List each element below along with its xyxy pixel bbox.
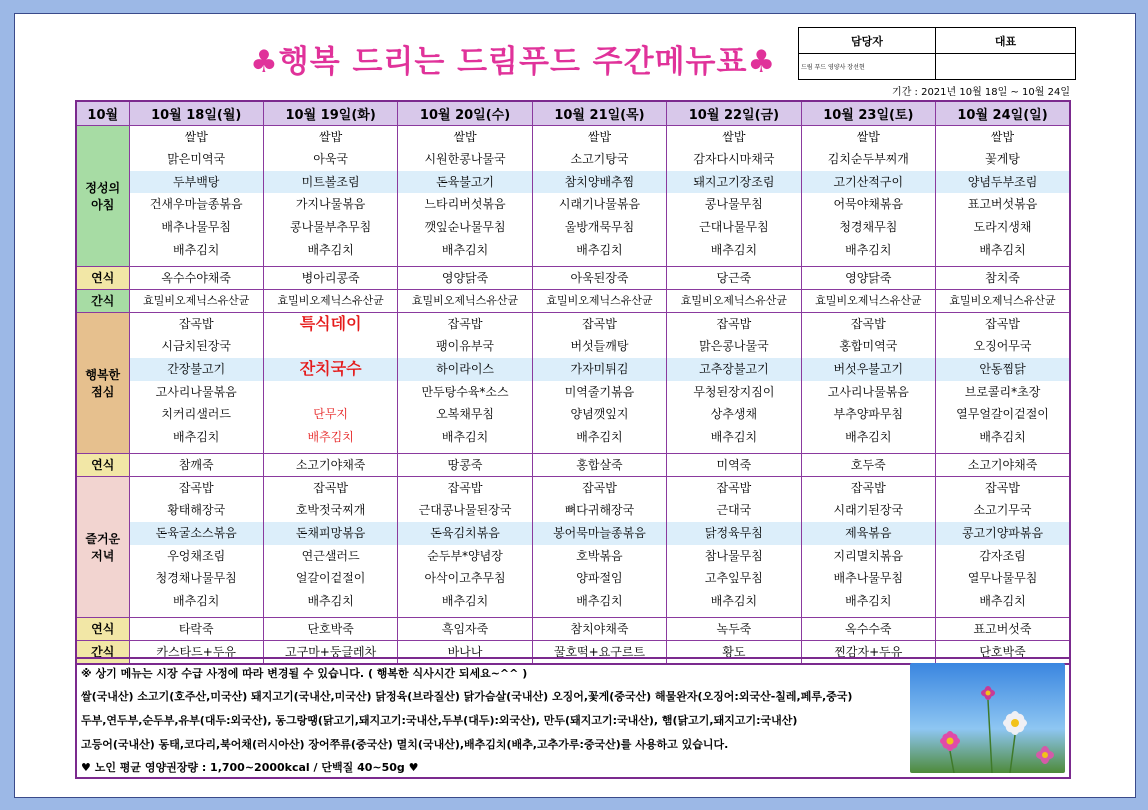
yeonsik-eve-cell: 참치야채죽 xyxy=(532,618,666,641)
menu-item: 연근샐러드 xyxy=(301,548,360,563)
menu-item: 배추김치 xyxy=(979,593,1026,608)
breakfast-row xyxy=(76,125,1070,266)
menu-item: 잡곡밥 xyxy=(447,316,483,331)
menu-item: 배추김치 xyxy=(979,242,1026,257)
dinner-day-cell xyxy=(667,476,801,617)
menu-item: 돼지고기장조림 xyxy=(667,171,800,194)
menu-item: 표고버섯볶음 xyxy=(967,197,1038,212)
gansik-eve-cell: 단호박죽 xyxy=(936,641,1070,665)
page-title: ♣행복 드리는 드림푸드 주간메뉴표♣ xyxy=(250,44,777,80)
header-row xyxy=(76,101,1070,125)
menu-item: 잡곡밥 xyxy=(582,316,617,331)
menu-item: 열무나물무침 xyxy=(967,571,1038,586)
menu-item: 쌀밥 xyxy=(453,129,477,144)
menu-item: 배추김치 xyxy=(307,429,354,444)
menu-item: 잡곡밥 xyxy=(178,480,214,495)
header-day-2: 10월 19일(화) xyxy=(263,101,397,125)
gansik-am-cell: 효밀비오제닉스유산균 xyxy=(936,289,1070,312)
menu-item: 참치양배추찜 xyxy=(533,171,666,194)
menu-item: 치커리샐러드 xyxy=(161,407,231,422)
menu-item: 배추나물무침 xyxy=(161,219,231,234)
menu-item: 오복채무침 xyxy=(436,407,495,422)
menu-item: 간장불고기 xyxy=(130,358,263,381)
menu-item: 양념깻잎지 xyxy=(570,407,629,422)
header-month: 10월 xyxy=(76,101,129,125)
approval-value-ceo xyxy=(936,54,1076,80)
notice-text: ※ 상기 메뉴는 시장 수급 사정에 따라 변경될 수 있습니다. ( 행복한 식사시간 되세요~^^ ) xyxy=(81,667,528,680)
menu-item: 감자조림 xyxy=(979,548,1026,563)
yeonsik-pm-cell: 미역죽 xyxy=(667,453,801,476)
approval-header-manager: 담당자 xyxy=(799,28,936,54)
menu-item: 배추김치 xyxy=(710,242,758,257)
menu-item: 배추김치 xyxy=(979,429,1026,444)
menu-item: 양파절임 xyxy=(576,571,623,586)
menu-item: 닭정육무침 xyxy=(667,522,800,545)
gansik-eve-cell: 찐감자+두유 xyxy=(801,641,935,665)
menu-item: 참나물무침 xyxy=(704,548,763,563)
yeonsik-am-cell: 병아리콩죽 xyxy=(263,266,397,289)
menu-item: 고추잎무침 xyxy=(704,571,763,586)
yeonsik-am-cell: 영양닭죽 xyxy=(801,266,935,289)
yeonsik-eve-cell: 옥수수죽 xyxy=(801,618,935,641)
menu-item: 소고기무국 xyxy=(973,503,1032,518)
breakfast-day-cell xyxy=(801,125,935,266)
menu-item: 돈채피망볶음 xyxy=(264,522,397,545)
menu-item: 상추생채 xyxy=(710,407,758,422)
gansik-am-label: 간식 xyxy=(76,289,129,312)
menu-item: 잡곡밥 xyxy=(850,316,886,331)
menu-item: 어묵야채볶음 xyxy=(833,197,904,212)
menu-item: 근대국 xyxy=(716,503,752,518)
menu-item: 배추김치 xyxy=(173,593,220,608)
menu-item: 잡곡밥 xyxy=(850,480,886,495)
gansik-eve-cell: 바나나 xyxy=(398,641,532,665)
yeonsik-am-cell: 옥수수야채죽 xyxy=(129,266,263,289)
lunch-row xyxy=(76,312,1070,453)
menu-item: 배추김치 xyxy=(845,593,892,608)
menu-item: 잡곡밥 xyxy=(178,316,214,331)
menu-item: 잡곡밥 xyxy=(716,316,752,331)
menu-item: 황태해장국 xyxy=(167,503,226,518)
menu-item: 배추김치 xyxy=(307,593,354,608)
menu-item: 브로콜리*초장 xyxy=(964,384,1041,399)
dinner-day-cell xyxy=(263,476,397,617)
menu-item: 배추김치 xyxy=(441,242,489,257)
yeonsik-am-cell: 아욱된장죽 xyxy=(532,266,666,289)
menu-item: 배추김치 xyxy=(710,429,758,444)
menu-item: 쌀밥 xyxy=(319,129,343,144)
menu-item: 잡곡밥 xyxy=(985,316,1020,331)
menu-item: 배추김치 xyxy=(845,429,892,444)
dinner-row xyxy=(76,476,1070,617)
period-text: 기간 : 2021년 10월 18일 ~ 10월 24일 xyxy=(892,87,1070,98)
menu-item: 콩나물무침 xyxy=(704,197,763,212)
menu-item: 배추김치 xyxy=(173,429,220,444)
menu-item: 우엉채조림 xyxy=(167,548,226,563)
menu-item: 가지나물볶음 xyxy=(295,197,366,212)
footer-notes xyxy=(75,657,1071,779)
gansik-am-cell: 효밀비오제닉스유산균 xyxy=(801,289,935,312)
gansik-am-cell: 효밀비오제닉스유산균 xyxy=(532,289,666,312)
yeonsik-pm-cell: 땅콩죽 xyxy=(398,453,532,476)
menu-item: 두부백탕 xyxy=(130,171,263,194)
menu-item: 홍합미역국 xyxy=(839,339,898,354)
menu-item: 부추양파무침 xyxy=(833,407,904,422)
yeonsik-eve-cell: 단호박죽 xyxy=(263,618,397,641)
menu-item: 지리멸치볶음 xyxy=(833,548,904,563)
gansik-eve-cell: 황도 xyxy=(667,641,801,665)
menu-item: 뼈다귀해장국 xyxy=(564,503,635,518)
menu-item: 버섯들깨탕 xyxy=(570,339,629,354)
menu-item: 배추나물무침 xyxy=(833,571,904,586)
yeonsik-eve-cell: 표고버섯죽 xyxy=(936,618,1070,641)
menu-item: 배추김치 xyxy=(441,429,489,444)
menu-item xyxy=(264,381,397,404)
lunch-day-cell xyxy=(263,312,397,453)
yeonsik-am-label: 연식 xyxy=(76,266,129,289)
menu-item: 잡곡밥 xyxy=(716,480,752,495)
breakfast-day-cell xyxy=(667,125,801,266)
yeonsik-am-cell: 영양닭죽 xyxy=(398,266,532,289)
menu-item: 잡곡밥 xyxy=(582,480,617,495)
yeonsik-pm-cell: 홍합살죽 xyxy=(532,453,666,476)
menu-item: 배추김치 xyxy=(441,593,489,608)
menu-item: 고기산적구이 xyxy=(802,171,935,194)
menu-item: 순두부*양념장 xyxy=(427,548,503,563)
yeonsik-pm-cell: 소고기야채죽 xyxy=(263,453,397,476)
menu-item: 배추김치 xyxy=(845,242,892,257)
menu-item: 잡곡밥 xyxy=(447,480,483,495)
menu-item: 돈육불고기 xyxy=(398,171,531,194)
yeonsik-am-row xyxy=(76,266,1070,289)
menu-item: 미역줄기볶음 xyxy=(564,384,635,399)
nutrition-text: ♥ 노인 평균 영양권장량 : 1,700~2000kcal / 단백질 40~50g ♥ xyxy=(81,761,419,774)
header-day-4: 10월 21일(목) xyxy=(532,101,666,125)
lunch-day-cell xyxy=(801,312,935,453)
lunch-day-cell xyxy=(936,312,1070,453)
gansik-am-row xyxy=(76,289,1070,312)
cosmos-flower-image xyxy=(910,663,1065,773)
menu-item: 가자미튀김 xyxy=(533,358,666,381)
lunch-day-cell xyxy=(532,312,666,453)
yeonsik-pm-cell: 참깨죽 xyxy=(129,453,263,476)
origin-line-3: 고등어(국내산) 동태,코다리,북어채(러시아산) 장어쭈류(중국산) 멸치(국내산),배추김치(배추,고추가루:중국산)를 사용하고 있습니다. xyxy=(81,738,729,751)
lunch-day-cell xyxy=(667,312,801,453)
menu-item: 김치순두부찌개 xyxy=(827,152,909,167)
menu-item: 콩고기양파볶음 xyxy=(936,522,1069,545)
menu-item: 고사리나물볶음 xyxy=(827,384,909,399)
gansik-am-cell: 효밀비오제닉스유산균 xyxy=(263,289,397,312)
approval-value-manager: 드림 푸드 영양사 장선현 xyxy=(799,54,936,80)
breakfast-day-cell xyxy=(936,125,1070,266)
approval-header-ceo: 대표 xyxy=(936,28,1076,54)
breakfast-label: 정성의 아침 xyxy=(76,125,129,266)
menu-item: 잔치국수 xyxy=(264,358,397,381)
yeonsik-eve-label: 연식 xyxy=(76,618,129,641)
yeonsik-eve-cell: 흑임자죽 xyxy=(398,618,532,641)
menu-item: 호박볶음 xyxy=(576,548,623,563)
menu-item: 하이라이스 xyxy=(398,358,531,381)
menu-item: 오징어무국 xyxy=(973,339,1032,354)
breakfast-day-cell xyxy=(398,125,532,266)
menu-item: 특식데이 xyxy=(299,313,362,333)
breakfast-day-cell xyxy=(263,125,397,266)
dinner-day-cell xyxy=(129,476,263,617)
menu-item: 팽이유부국 xyxy=(436,339,495,354)
approval-box xyxy=(798,27,1076,80)
yeonsik-eve-row xyxy=(76,618,1070,641)
menu-item: 배추김치 xyxy=(710,593,758,608)
menu-item: 감자다시마채국 xyxy=(693,152,775,167)
gansik-eve-cell: 카스타드+두유 xyxy=(129,641,263,665)
menu-item: 배추김치 xyxy=(576,242,623,257)
menu-item: 아욱국 xyxy=(313,152,349,167)
menu-item: 배추김치 xyxy=(307,242,354,257)
yeonsik-pm-row xyxy=(76,453,1070,476)
menu-item: 시래기나물볶음 xyxy=(558,197,641,212)
menu-item: 봉어묵마늘종볶음 xyxy=(533,522,666,545)
menu-item: 시래기된장국 xyxy=(833,503,904,518)
gansik-eve-cell: 고구마+둥글레차 xyxy=(263,641,397,665)
menu-item: 근대나물무침 xyxy=(699,219,769,234)
menu-item: 맑은미역국 xyxy=(167,152,226,167)
menu-item: 도라지생채 xyxy=(973,219,1032,234)
dinner-day-cell xyxy=(936,476,1070,617)
menu-item: 양념두부조림 xyxy=(936,171,1069,194)
menu-item: 청경채무침 xyxy=(839,219,898,234)
menu-item: 고추장불고기 xyxy=(667,358,800,381)
gansik-eve-label: 간식 xyxy=(76,641,129,665)
origin-line-1: 쌀(국내산) 소고기(호주산,미국산) 돼지고기(국내산,미국산) 닭정육(브라질산) 닭가슴살(국내산) 오징어,꽃게(중국산) 해물완자(오징어:외국산-칠레,페루,중국) xyxy=(81,690,853,703)
lunch-label: 행복한 점심 xyxy=(76,312,129,453)
breakfast-day-cell xyxy=(532,125,666,266)
menu-item: 느타리버섯볶음 xyxy=(424,197,506,212)
yeonsik-pm-label: 연식 xyxy=(76,453,129,476)
menu-item: 쌀밥 xyxy=(856,129,880,144)
menu-item: 버섯우불고기 xyxy=(802,358,935,381)
lunch-day-cell xyxy=(398,312,532,453)
header-day-6: 10월 23일(토) xyxy=(801,101,935,125)
origin-line-2: 두부,연두부,순두부,유부(대두:외국산), 동그랑땡(닭고기,돼지고기:국내산,두부(대두):외국산), 만두(돼지고기:국내산), 햄(닭고기,돼지고기:국내산) xyxy=(81,714,798,727)
yeonsik-eve-cell: 녹두죽 xyxy=(667,618,801,641)
gansik-am-cell: 효밀비오제닉스유산균 xyxy=(129,289,263,312)
yeonsik-eve-cell: 타락죽 xyxy=(129,618,263,641)
menu-item: 돈육굴소스볶음 xyxy=(130,522,263,545)
menu-item: 울방개묵무침 xyxy=(564,219,635,234)
header-day-5: 10월 22일(금) xyxy=(667,101,801,125)
menu-item: 호박젓국찌개 xyxy=(295,503,366,518)
menu-item: 얼갈이겉절이 xyxy=(295,571,366,586)
breakfast-day-cell xyxy=(129,125,263,266)
menu-item: 쌀밥 xyxy=(587,129,612,144)
menu-item: 열무얼갈이겉절이 xyxy=(956,407,1049,422)
menu-item: 제육볶음 xyxy=(802,522,935,545)
yeonsik-pm-cell: 소고기야채죽 xyxy=(936,453,1070,476)
menu-item: 잡곡밥 xyxy=(313,480,349,495)
lunch-day-cell xyxy=(129,312,263,453)
header-day-7: 10월 24일(일) xyxy=(936,101,1070,125)
yeonsik-am-cell: 당근죽 xyxy=(667,266,801,289)
menu-item: 깻잎순나물무침 xyxy=(424,219,506,234)
header-day-3: 10월 20일(수) xyxy=(398,101,532,125)
menu-item: 배추김치 xyxy=(173,242,220,257)
menu-item: 무청된장지짐이 xyxy=(693,384,775,399)
dinner-day-cell xyxy=(398,476,532,617)
menu-item: 근대콩나물된장국 xyxy=(418,503,512,518)
menu-item: 배추김치 xyxy=(576,593,623,608)
header-day-1: 10월 18일(월) xyxy=(129,101,263,125)
menu-item: 맑은콩나물국 xyxy=(699,339,769,354)
menu-item: 소고기탕국 xyxy=(570,152,629,167)
menu-item: 쌀밥 xyxy=(722,129,746,144)
menu-item: 배추김치 xyxy=(576,429,623,444)
menu-item: 건새우마늘종볶음 xyxy=(149,197,243,212)
menu-item: 시금치된장국 xyxy=(161,339,231,354)
gansik-am-cell: 효밀비오제닉스유산균 xyxy=(398,289,532,312)
menu-item: 고사리나물볶음 xyxy=(155,384,237,399)
dinner-day-cell xyxy=(801,476,935,617)
menu-item: 쌀밥 xyxy=(990,129,1015,144)
menu-item: 콩나물부추무침 xyxy=(290,219,372,234)
yeonsik-pm-cell: 호두죽 xyxy=(801,453,935,476)
menu-item: 돈육김치볶음 xyxy=(398,522,531,545)
menu-item: 미트볼조림 xyxy=(264,171,397,194)
gansik-am-cell: 효밀비오제닉스유산균 xyxy=(667,289,801,312)
menu-item: 쌀밥 xyxy=(184,129,208,144)
menu-item: 아삭이고추무침 xyxy=(424,571,506,586)
menu-item: 안동찜닭 xyxy=(936,358,1069,381)
menu-item xyxy=(264,335,397,358)
dinner-label: 즐거운 저녁 xyxy=(76,476,129,617)
weekly-menu-table xyxy=(75,100,1071,665)
menu-item: 만두탕수육*소스 xyxy=(421,384,509,399)
menu-item: 시원한콩나물국 xyxy=(424,152,506,167)
menu-item: 단무지 xyxy=(313,407,349,422)
menu-item: 청경채나물무침 xyxy=(155,571,237,586)
menu-item: 꽃게탕 xyxy=(985,152,1020,167)
dinner-day-cell xyxy=(532,476,666,617)
menu-item: 잡곡밥 xyxy=(985,480,1020,495)
gansik-eve-cell: 꿀호떡+요구르트 xyxy=(532,641,666,665)
yeonsik-am-cell: 참치죽 xyxy=(936,266,1070,289)
